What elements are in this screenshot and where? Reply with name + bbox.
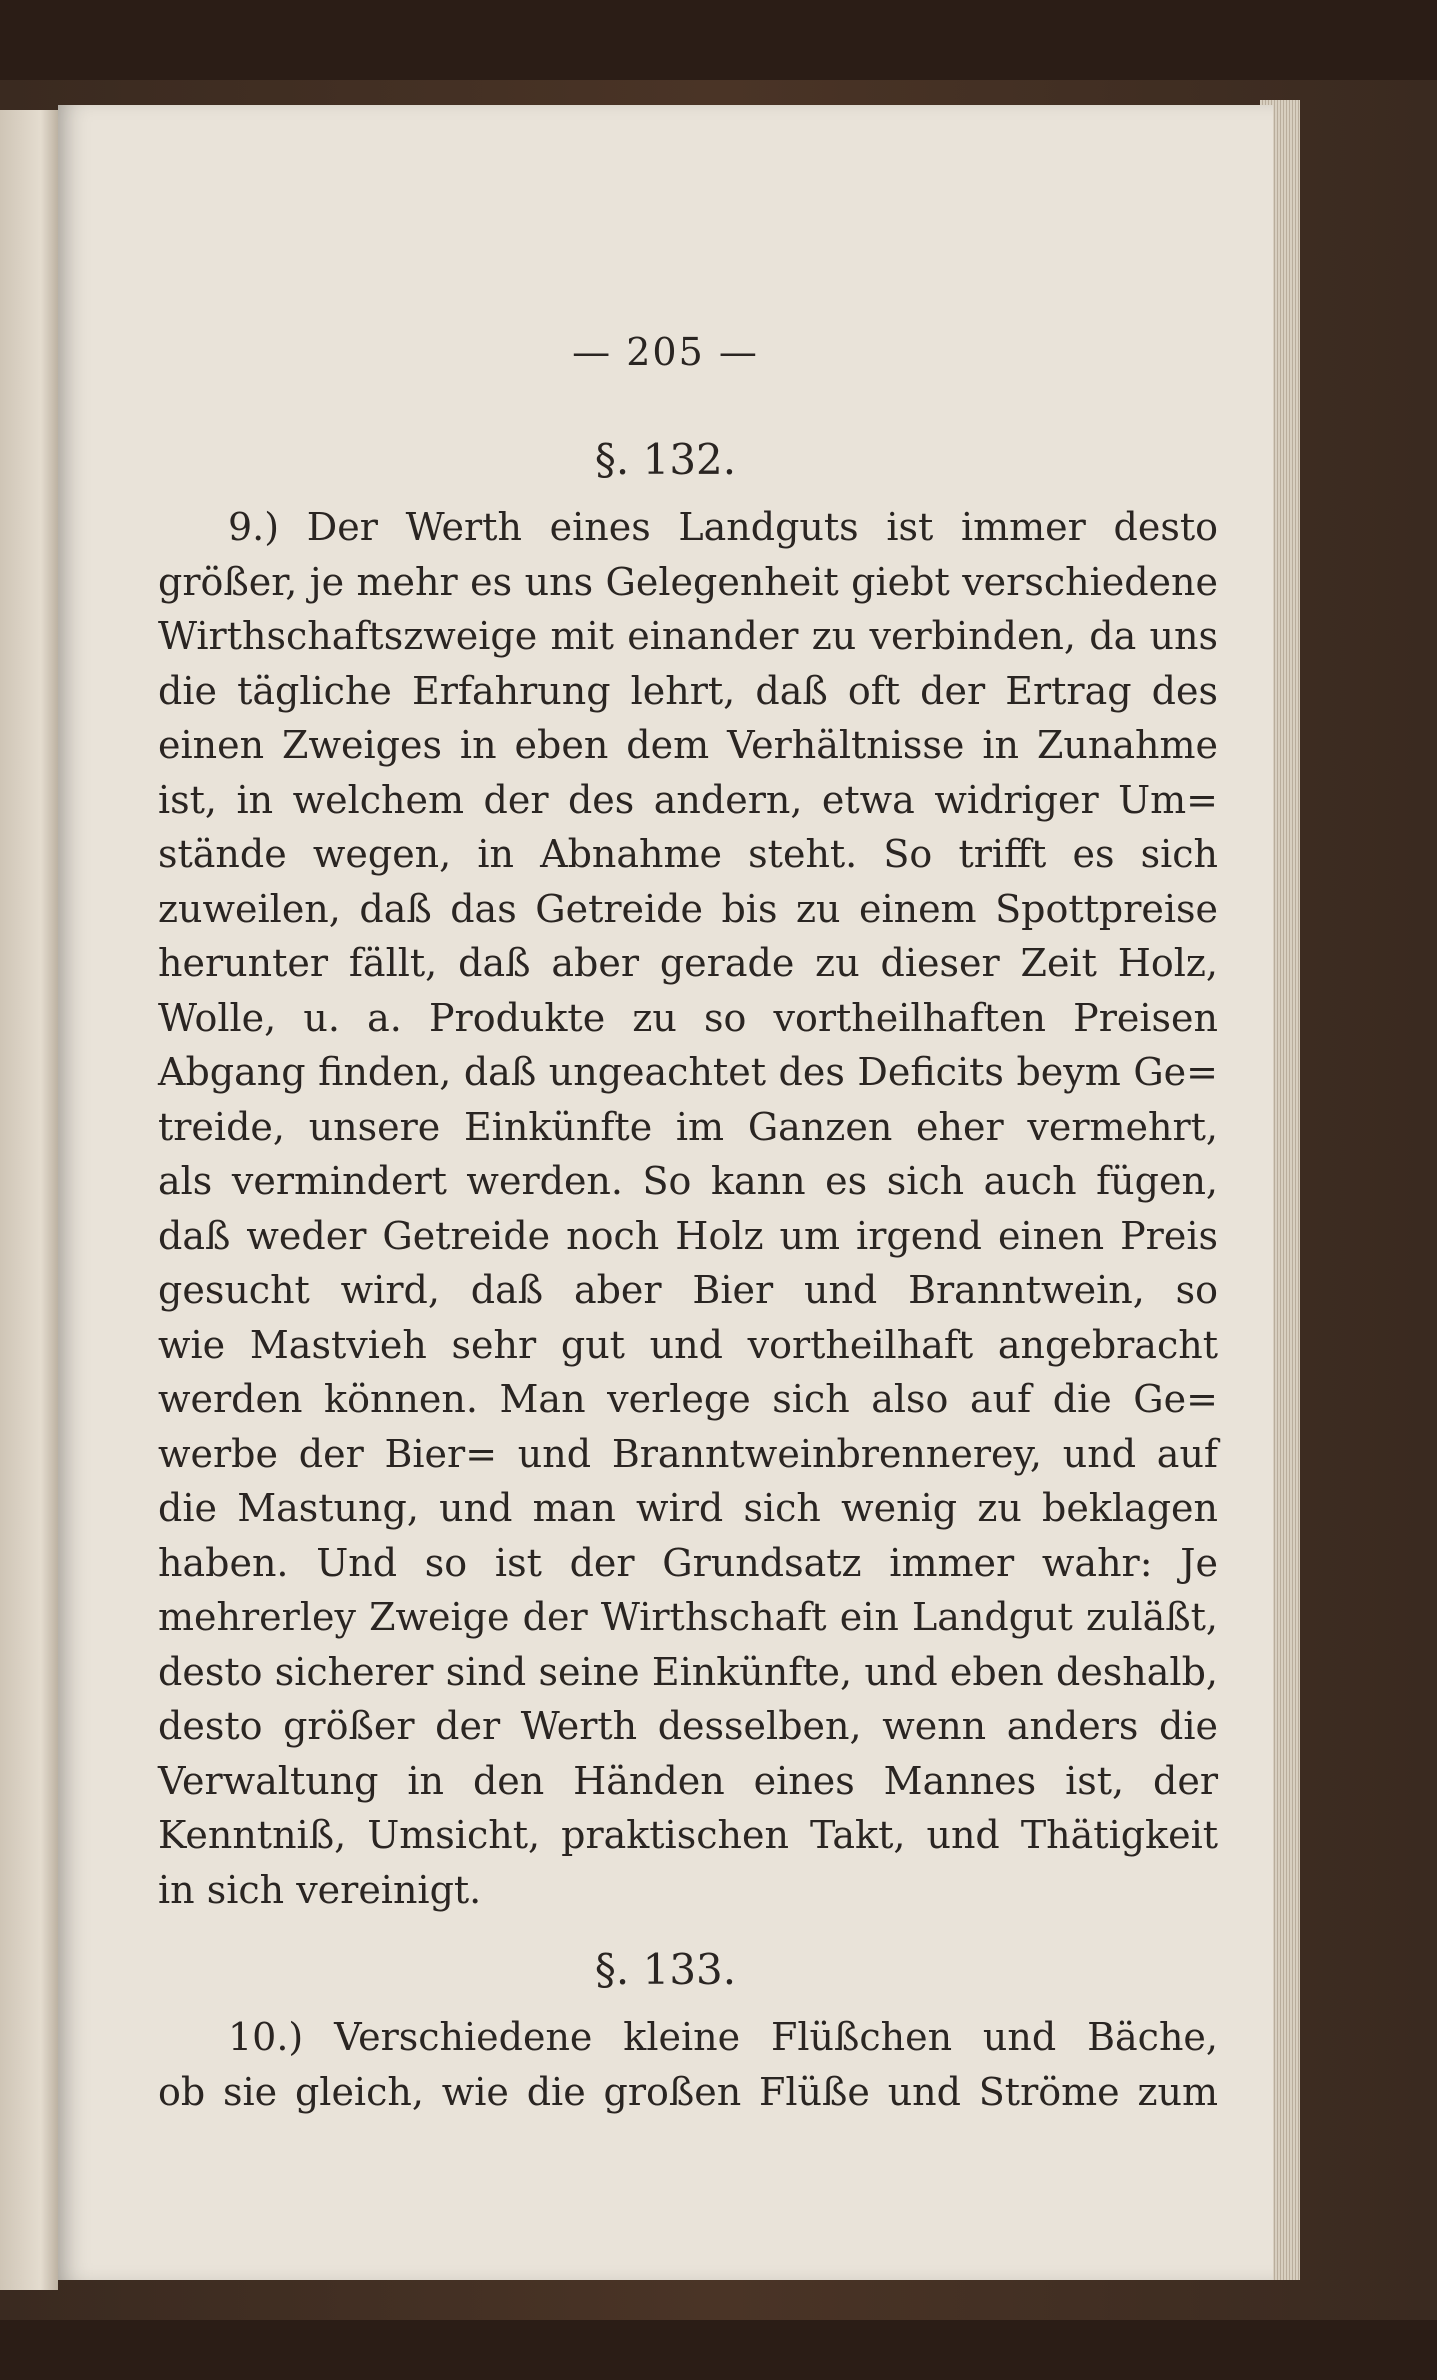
text-line: 10.) Verschiedene kleine Flüßchen und Bäche, <box>228 2015 1218 2059</box>
book-page <box>58 105 1273 2280</box>
section-heading-133: §. 133. <box>594 1945 737 1994</box>
text-line: die tägliche Erfahrung lehrt, daß oft der Ertrag des <box>158 668 1218 713</box>
text-line: Verwaltung in den Händen eines Mannes ist, der <box>158 1758 1218 1803</box>
text-line: haben. Und so ist der Grundsatz immer wahr: Je <box>158 1540 1218 1585</box>
section-133-text <box>158 2010 1218 2119</box>
text-line: werden können. Man verlege sich also auf die Ge= <box>158 1377 1218 1421</box>
section-132-text <box>158 500 1218 1917</box>
text-line: desto sicherer sind seine Einkünfte, und eben deshalb, <box>158 1649 1218 1694</box>
page-header: — 205 — <box>572 330 759 374</box>
text-line: Wolle, u. a. Produkte zu so vortheilhaften Preisen <box>158 995 1218 1040</box>
text-line: herunter fällt, daß aber gerade zu dieser Zeit Holz, <box>158 941 1218 985</box>
text-line: ist, in welchem der des andern, etwa widriger Um= <box>158 777 1218 822</box>
text-line: Kenntniß, Umsicht, praktischen Takt, und Thätigkeit <box>158 1813 1218 1857</box>
text-line: daß weder Getreide noch Holz um irgend einen Preis <box>158 1213 1218 1258</box>
text-line: 9.) Der Werth eines Landguts ist immer desto <box>228 505 1218 549</box>
text-line: als vermindert werden. So kann es sich auch fügen, <box>158 1159 1218 1203</box>
text-line: ob sie gleich, wie die großen Flüße und Ströme zum <box>158 2069 1218 2114</box>
section-heading-132: §. 132. <box>594 435 737 484</box>
text-line: in sich vereinigt. <box>158 1867 482 1912</box>
text-line: gesucht wird, daß aber Bier und Branntwein, so <box>158 1268 1218 1312</box>
text-line: desto größer der Werth desselben, wenn anders die <box>158 1704 1218 1748</box>
left-page-edge <box>0 110 58 2290</box>
text-line: stände wegen, in Abnahme steht. So trifft es sich <box>158 832 1218 876</box>
text-line: werbe der Bier= und Branntweinbrennerey, und auf <box>158 1431 1218 1476</box>
text-line: treide, unsere Einkünfte im Ganzen eher vermehrt, <box>158 1104 1218 1149</box>
text-line: Wirthschaftszweige mit einander zu verbinden, da uns <box>158 614 1218 658</box>
text-line: die Mastung, und man wird sich wenig zu beklagen <box>158 1486 1218 1530</box>
text-line: Abgang finden, daß ungeachtet des Deficits beym Ge= <box>158 1050 1218 1094</box>
text-line: einen Zweiges in eben dem Verhältnisse in Zunahme <box>158 723 1218 767</box>
text-line: zuweilen, daß das Getreide bis zu einem Spottpreise <box>158 886 1218 931</box>
text-line: mehrerley Zweige der Wirthschaft ein Landgut zuläßt, <box>158 1595 1218 1639</box>
text-line: größer, je mehr es uns Gelegenheit giebt verschiedene <box>158 559 1218 604</box>
text-line: wie Mastvieh sehr gut und vortheilhaft angebracht <box>158 1322 1218 1367</box>
